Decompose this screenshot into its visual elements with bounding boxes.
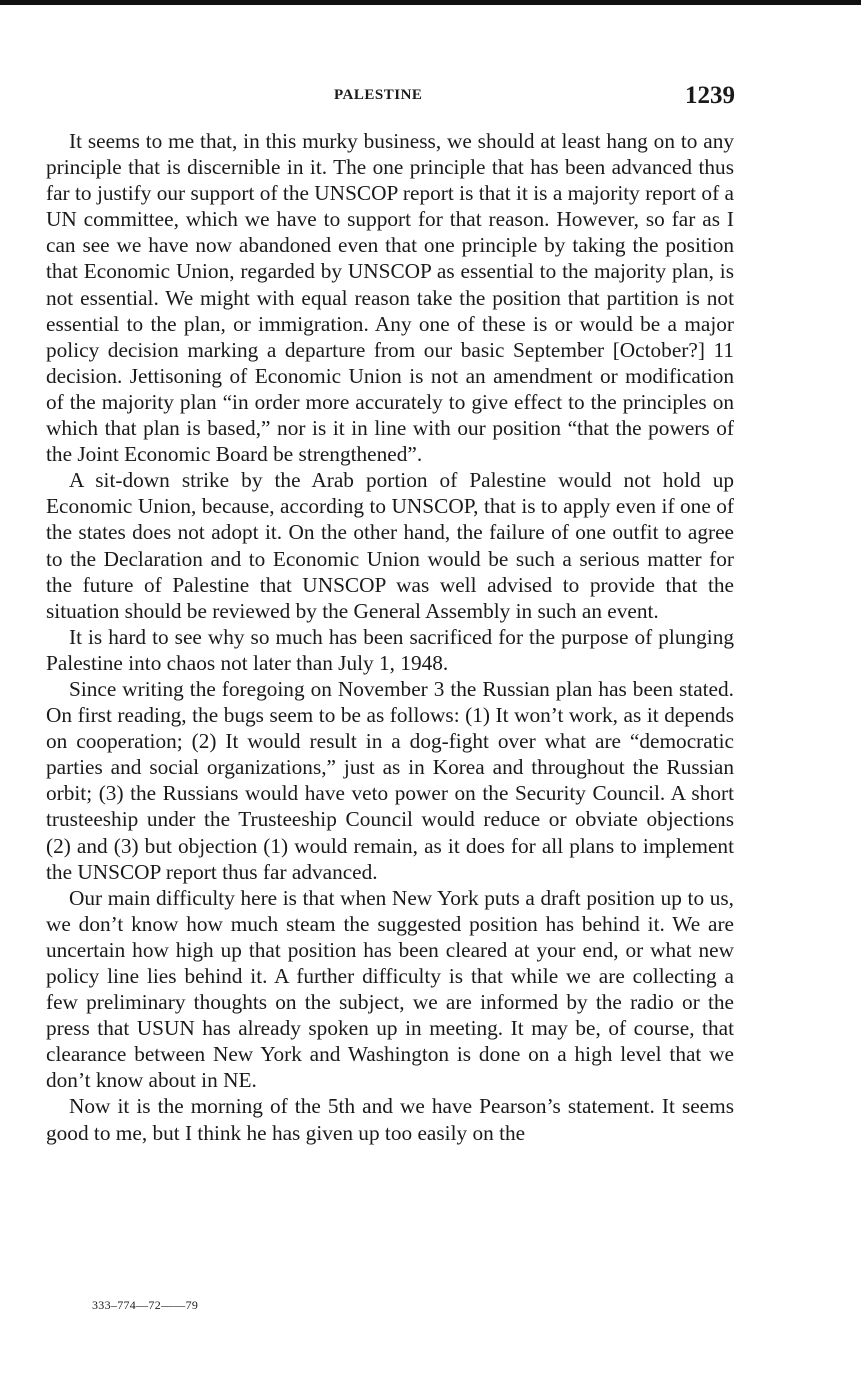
paragraph: It is hard to see why so much has been sacrificed for the purpose of plunging Palestine into chaos not later than July 1, 1948. bbox=[46, 624, 734, 675]
paragraph: Now it is the morning of the 5th and we have Pearson’s statement. It seems good to me, but I think he has given up too easily on the bbox=[46, 1094, 734, 1145]
page-number: 1239 bbox=[685, 82, 735, 109]
paragraph: Our main difficulty here is that when New York puts a draft position up to us, we don’t know how much steam the suggested position has behind it. We are uncertain how high up that position has been cleared at your end, or what new policy line lies behind it. A further difficulty is that while we are collecting a few preliminary thoughts on the subject, we are informed by the radio or the press that USUN has already spoken up in meeting. It may be, of course, that clearance between New York and Washington is done on a high level that we don’t know about in NE. bbox=[46, 885, 734, 1093]
paragraph: A sit-down strike by the Arab portion of Palestine would not hold up Economic Union, because, according to UNSCOP, that is to apply even if one of the states does not adopt it. On the other hand, the failure of one outfit to agree to the Declaration and to Economic Union would be such a serious matter for the future of Palestine that UNSCOP was well advised to provide that the situation should be reviewed by the General Assembly in such an event. bbox=[46, 468, 734, 623]
top-border-rule bbox=[0, 0, 861, 5]
paragraph: It seems to me that, in this murky business, we should at least hang on to any principle that is discernible in it. The one principle that has been advanced thus far to justify our support of the UNSCOP report is that it is a majority report of a UN committee, which we have to support for that reason. However, so far as I can see we have now abandoned even that one principle by taking the position that Economic Union, regarded by UNSCOP as essential to the majority plan, is not essential. We might with equal reason take the position that partition is not essential to the plan, or immigration. Any one of these is or would be a major policy decision marking a departure from our basic September [October?] 11 decision. Jettisoning of Economic Union is not an amendment or modification of the majority plan “in order more accurately to give effect to the principles on which that plan is based,” nor is it in line with our position “that the powers of the Joint Economic Board be strengthened”. bbox=[46, 129, 734, 467]
paragraph: Since writing the foregoing on November 3 the Russian plan has been stated. On first reading, the bugs seem to be as follows: (1) It won’t work, as it depends on cooperation; (2) It would result in a dog-fight over what are “democratic parties and social organizations,” just as in Korea and throughout the Russian orbit; (3) the Russians would have veto power on the Security Council. A short trusteeship under the Trusteeship Council would reduce or obviate objections (2) and (3) but objection (1) would remain, as it does for all plans to implement the UNSCOP report thus far advanced. bbox=[46, 676, 734, 884]
page-header bbox=[0, 82, 861, 112]
document-body bbox=[46, 128, 734, 1146]
printer-code-footer: 333–774—72——79 bbox=[92, 1298, 199, 1312]
running-title: PALESTINE bbox=[334, 87, 423, 103]
